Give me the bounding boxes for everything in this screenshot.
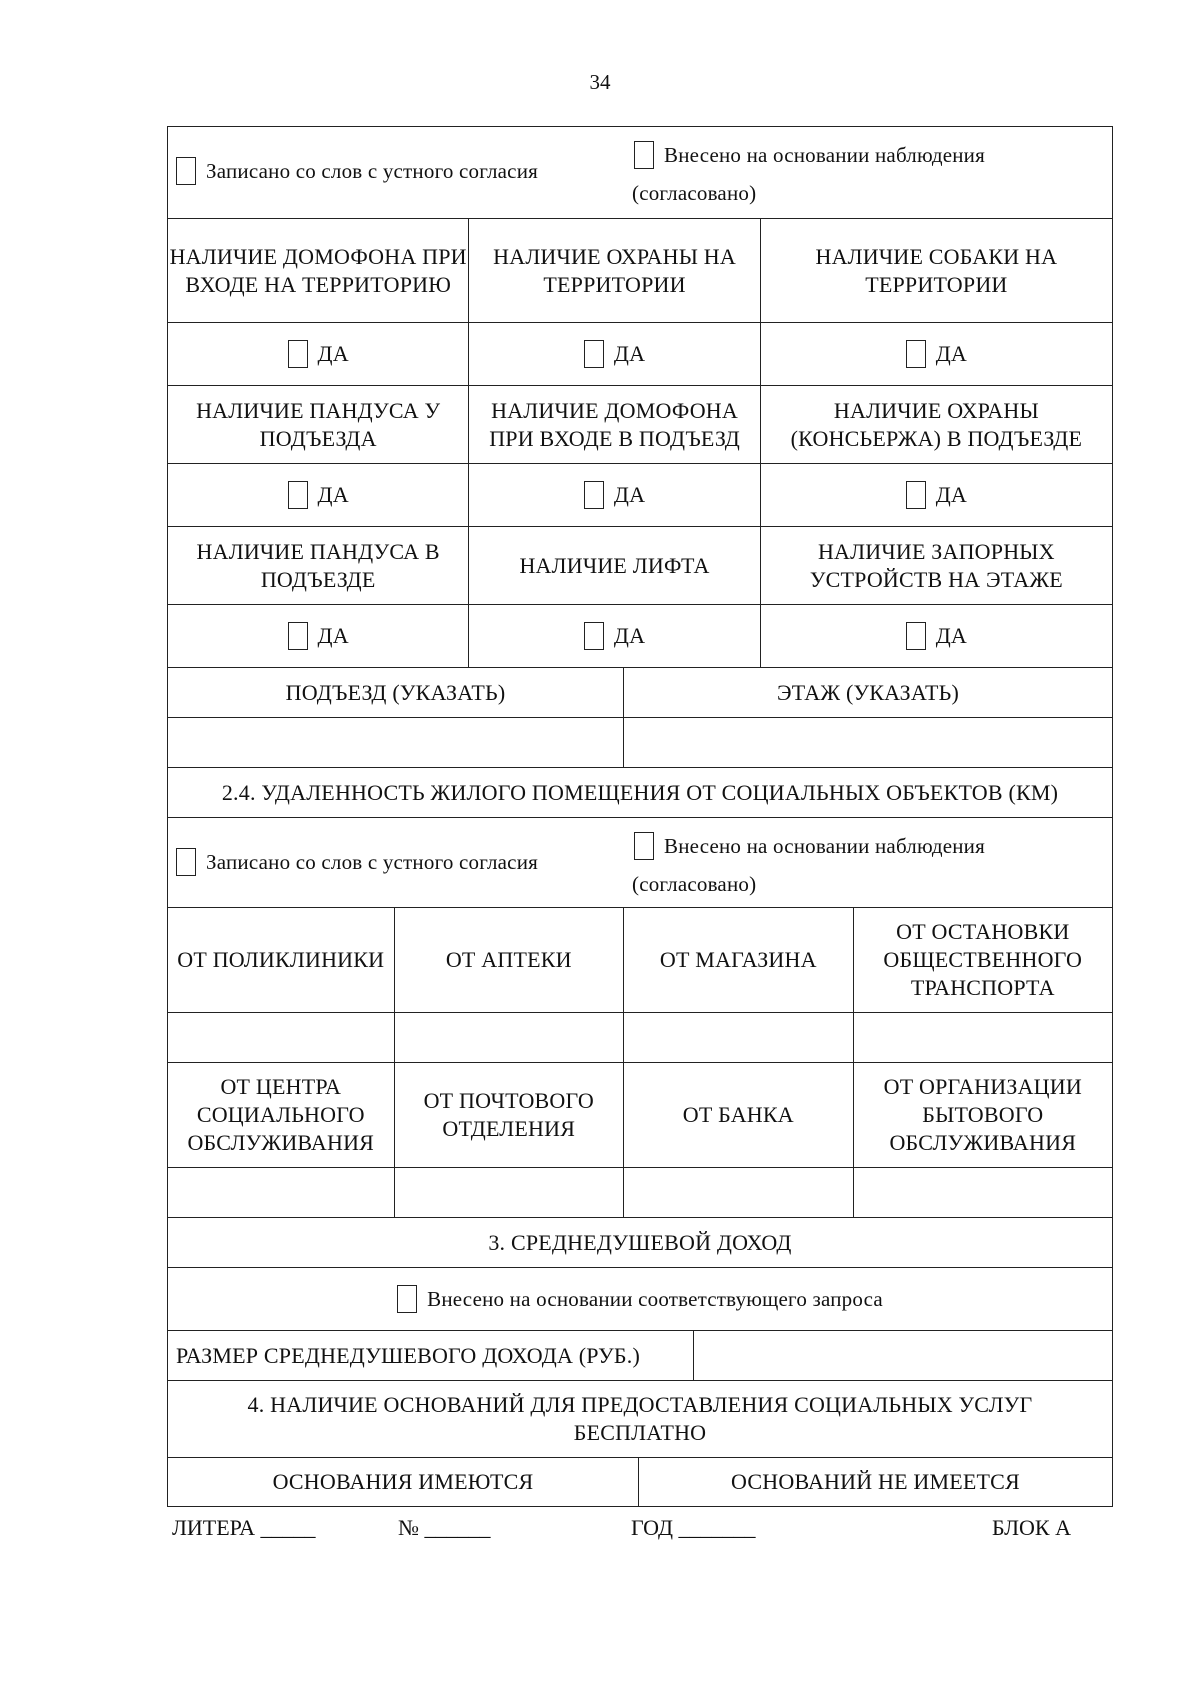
observation-checkbox[interactable] [634,832,654,860]
yes-label: ДА [317,341,349,366]
income-row [167,1330,1113,1380]
pharmacy-distance-input[interactable] [395,1013,625,1062]
post-office-distance-input[interactable] [395,1168,625,1217]
oral-consent-label: Записано со слов с устного согласия [206,850,538,874]
housing-yes-row-1 [167,322,1113,385]
intercom-entrance-header: НАЛИЧИЕ ДОМОФОНА ПРИ ВХОДЕ В ПОДЪЕЗД [469,386,760,463]
oral-consent-checkbox[interactable] [176,157,196,185]
dog-territory-checkbox[interactable] [906,340,926,368]
yes-label: ДА [613,623,646,648]
dog-territory-header: НАЛИЧИЕ СОБАКИ НА ТЕРРИТОРИИ [815,243,1058,297]
distance-header-row-1 [167,907,1113,1012]
entrance-floor-header-row [167,667,1113,717]
bank-distance-input[interactable] [624,1168,854,1217]
ramp-entrance-header: НАЛИЧИЕ ПАНДУСА У ПОДЪЕЗДА [168,386,469,463]
shop-distance-input[interactable] [624,1013,854,1062]
block-label: БЛОК А [992,1515,1071,1540]
ramp-inside-header: НАЛИЧИЕ ПАНДУСА В ПОДЪЕЗДЕ [168,527,469,604]
ramp-inside-checkbox[interactable] [288,622,308,650]
entrance-floor-input-row [167,717,1113,767]
observation-agreed-label: (согласовано) [632,872,757,896]
housing-yes-row-2 [167,463,1113,526]
concierge-checkbox[interactable] [906,481,926,509]
concierge-header: НАЛИЧИЕ ОХРАНЫ (КОНСЬЕРЖА) В ПОДЪЕЗДЕ [790,397,1083,451]
elevator-header: НАЛИЧИЕ ЛИФТА [469,527,760,604]
request-note-row [167,1267,1113,1330]
yes-label: ДА [935,341,968,366]
floor-locks-checkbox[interactable] [906,622,926,650]
distance-input-row-2 [167,1167,1113,1217]
oral-consent-checkbox[interactable] [176,848,196,876]
housing-yes-row-3 [167,604,1113,667]
shop-distance-header: ОТ МАГАЗИНА [624,908,854,1012]
section-3-title-row [167,1217,1113,1267]
oral-consent-label: Записано со слов с устного согласия [206,159,538,183]
grounds-exist-option[interactable]: ОСНОВАНИЯ ИМЕЮТСЯ [168,1458,639,1506]
elevator-checkbox[interactable] [584,622,604,650]
distance-input-row-1 [167,1012,1113,1062]
section-4-title-line-2: БЕСПЛАТНО [573,1420,707,1445]
entrance-input[interactable] [168,718,624,767]
transport-stop-distance-input[interactable] [854,1013,1112,1062]
security-territory-header: НАЛИЧИЕ ОХРАНЫ НА ТЕРРИТОРИИ [469,219,760,322]
post-office-distance-header: ОТ ПОЧТОВОГО ОТДЕЛЕНИЯ [395,1063,625,1167]
section-4-title-row [167,1380,1113,1457]
intercom-territory-header: НАЛИЧИЕ ДОМОФОНА ПРИ ВХОДЕ НА ТЕРРИТОРИЮ [168,219,469,322]
source-options-row-1 [167,126,1113,218]
request-note-label: Внесено на основании соответствующего запроса [427,1287,883,1311]
income-input[interactable] [694,1331,1112,1380]
social-center-distance-header: ОТ ЦЕНТРА СОЦИАЛЬНОГО ОБСЛУЖИВАНИЯ [168,1063,395,1167]
floor-locks-header: НАЛИЧИЕ ЗАПОРНЫХ УСТРОЙСТВ НА ЭТАЖЕ [809,538,1063,592]
year-field[interactable]: ГОД _______ [631,1515,756,1540]
ramp-entrance-checkbox[interactable] [288,481,308,509]
section-4-title-line-1: 4. НАЛИЧИЕ ОСНОВАНИЙ ДЛЯ ПРЕДОСТАВЛЕНИЯ СОЦИАЛЬНЫХ УСЛУГ [247,1392,1033,1417]
grounds-row [167,1457,1113,1507]
income-label: РАЗМЕР СРЕДНЕДУШЕВОГО ДОХОДА (РУБ.) [168,1331,694,1380]
observation-label: Внесено на основании наблюдения [664,143,985,167]
housing-header-row-2 [167,385,1113,463]
housing-header-row-1 [167,218,1113,322]
number-field[interactable]: № ______ [398,1515,491,1540]
housing-header-row-3 [167,526,1113,604]
entrance-label: ПОДЪЕЗД (УКАЗАТЬ) [168,668,624,717]
yes-label: ДА [317,482,349,507]
yes-label: ДА [613,482,646,507]
litera-field[interactable]: ЛИТЕРА _____ [172,1515,316,1540]
intercom-territory-checkbox[interactable] [288,340,308,368]
social-center-distance-input[interactable] [168,1168,395,1217]
observation-checkbox[interactable] [634,141,654,169]
yes-label: ДА [935,482,968,507]
clinic-distance-input[interactable] [168,1013,395,1062]
yes-label: ДА [317,623,349,648]
transport-stop-distance-header: ОТ ОСТАНОВКИ ОБЩЕСТВЕННОГО ТРАНСПОРТА [883,919,1083,1000]
bank-distance-header: ОТ БАНКА [624,1063,854,1167]
section-2-4-title: 2.4. УДАЛЕННОСТЬ ЖИЛОГО ПОМЕЩЕНИЯ ОТ СОЦИАЛЬНЫХ ОБЪЕКТОВ (КМ) [221,779,1059,805]
yes-label: ДА [935,623,968,648]
intercom-entrance-checkbox[interactable] [584,481,604,509]
clinic-distance-header: ОТ ПОЛИКЛИНИКИ [168,908,395,1012]
source-options-row-2 [167,817,1113,907]
page-number: 34 [589,70,611,94]
floor-input[interactable] [624,718,1112,767]
observation-agreed-label: (согласовано) [632,181,757,205]
household-services-distance-header: ОТ ОРГАНИЗАЦИИ БЫТОВОГО ОБСЛУЖИВАНИЯ [883,1074,1082,1155]
grounds-absent-option[interactable]: ОСНОВАНИЙ НЕ ИМЕЕТСЯ [731,1469,1020,1494]
security-territory-checkbox[interactable] [584,340,604,368]
observation-label: Внесено на основании наблюдения [664,834,985,858]
household-services-distance-input[interactable] [854,1168,1112,1217]
floor-label: ЭТАЖ (УКАЗАТЬ) [776,679,960,705]
section-3-title: 3. СРЕДНЕДУШЕВОЙ ДОХОД [488,1229,792,1255]
yes-label: ДА [613,341,646,366]
section-2-4-title-row [167,767,1113,817]
request-checkbox[interactable] [397,1285,417,1313]
pharmacy-distance-header: ОТ АПТЕКИ [395,908,625,1012]
distance-header-row-2 [167,1062,1113,1167]
